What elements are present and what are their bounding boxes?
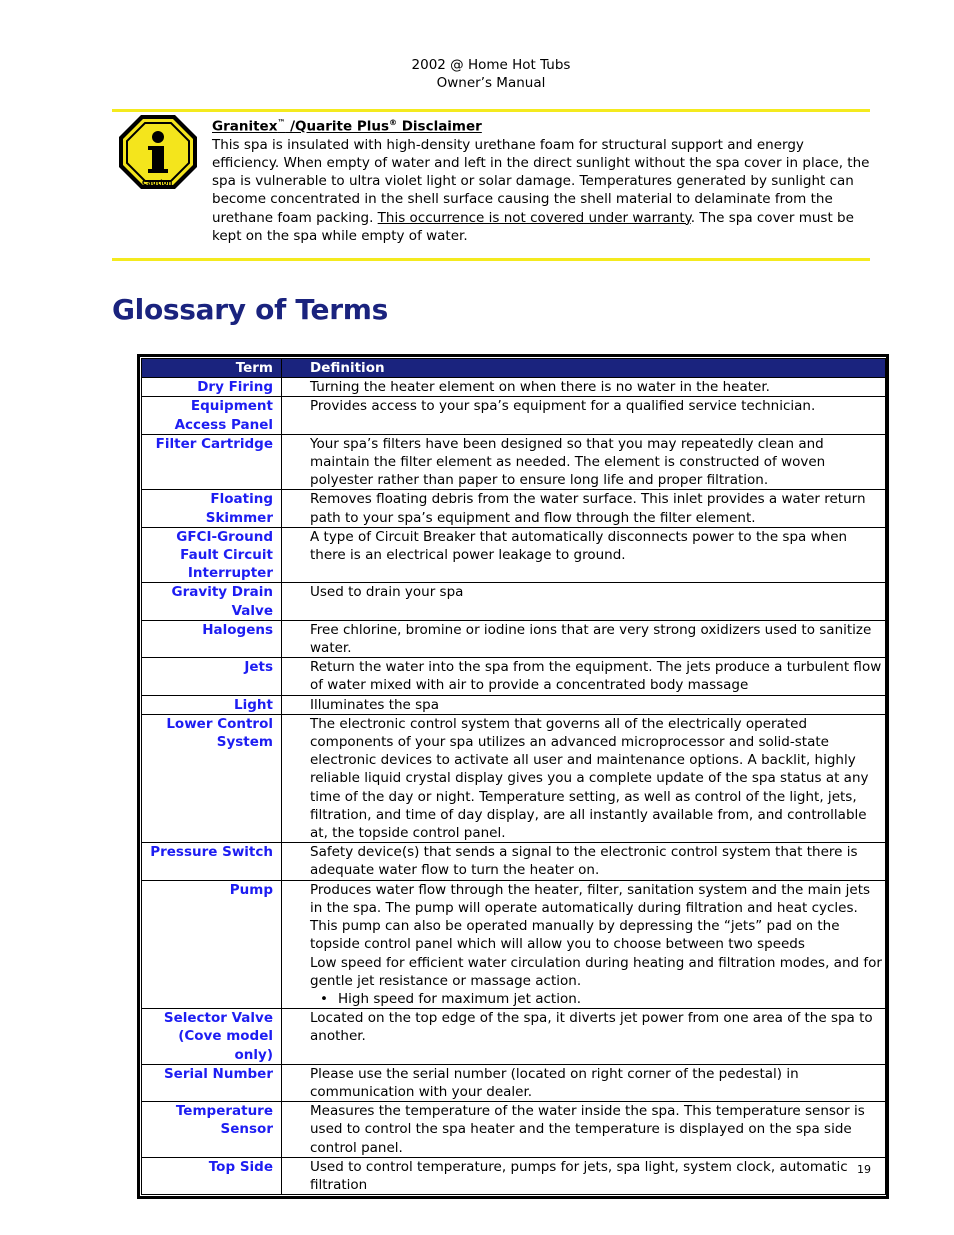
glossary-definition: Located on the top edge of the spa, it diverts jet power from one area of the spa to another.	[282, 1009, 886, 1065]
table-row	[142, 658, 886, 695]
glossary-term: Filter Cartridge	[142, 434, 282, 490]
glossary-term: Jets	[142, 658, 282, 695]
page-number: 19	[857, 1163, 871, 1176]
glossary-term: Temperature Sensor	[142, 1102, 282, 1158]
glossary-table	[137, 354, 889, 1199]
glossary-term: Pressure Switch	[142, 843, 282, 880]
glossary-definition: Return the water into the spa from the equipment. The jets produce a turbulent flow of water mixed with air to provide a concentrated body massage	[282, 658, 886, 695]
table-row	[142, 378, 886, 397]
glossary-definition: Free chlorine, bromine or iodine ions that are very strong oxidizers used to sanitize water.	[282, 620, 886, 657]
glossary-definition: Your spa’s filters have been designed so that you may repeatedly clean and maintain the filter element as needed. The element is constructed of woven polyester rather than paper to ensure long life and proper filtration.	[282, 434, 886, 490]
table-row	[142, 620, 886, 657]
table-row	[142, 1009, 886, 1065]
glossary-term: GFCI-Ground Fault Circuit Interrupter	[142, 527, 282, 583]
disclaimer-body: This spa is insulated with high-density urethane foam for structural support and energy efficiency. When empty of water and left in the direct sunlight without the spa cover in place, the spa is vulnerable to ultra violet light or solar damage. Temperatures generated by sunlight can become concentrated in the shell surface causing the shell material to delaminate from the urethane foam packing. This occurrence is not covered under warranty. The spa cover must be kept on the spa while empty of water.	[212, 136, 870, 244]
column-header-definition: Definition	[282, 359, 886, 378]
table-row	[142, 490, 886, 527]
definition-extra: Low speed for efficient water circulation during heating and filtration modes, and for gentle jet resistance or massage action.	[310, 954, 882, 989]
glossary-definition: Removes floating debris from the water surface. This inlet provides a water return path to your spa’s equipment and flow through the filter element.	[282, 490, 886, 527]
table-header-row	[142, 359, 886, 378]
glossary-term: Floating Skimmer	[142, 490, 282, 527]
glossary-term: Halogens	[142, 620, 282, 657]
glossary-term: Pump	[142, 880, 282, 1008]
glossary-term: Light	[142, 695, 282, 714]
glossary-term: Equipment Access Panel	[142, 397, 282, 434]
table-row	[142, 434, 886, 490]
warranty-notice: This occurrence is not covered under warranty	[377, 209, 691, 226]
table-row	[142, 527, 886, 583]
glossary-definition: A type of Circuit Breaker that automatically disconnects power to the spa when there is an electrical power leakage to ground.	[282, 527, 886, 583]
glossary-term: Dry Firing	[142, 378, 282, 397]
glossary-definition: Safety device(s) that sends a signal to the electronic control system that there is adequate water flow to turn the heater on.	[282, 843, 886, 880]
table-row	[142, 880, 886, 1008]
glossary-definition: Produces water flow through the heater, filter, sanitation system and the main jets in the spa. The pump will operate automatically during filtration and heat cycles. This pump can also be operated manually by depressing the “jets” pad on the topside control panel which will allow you to choose between two speeds Low speed for efficient water circulation during heating and filtration modes, and for gentle jet resistance or massage action. • High speed for maximum jet action.	[282, 880, 886, 1008]
glossary-definition: Provides access to your spa’s equipment for a qualified service technician.	[282, 397, 886, 434]
glossary-definition: Used to control temperature, pumps for jets, spa light, system clock, automatic filtration	[282, 1157, 886, 1194]
table-row	[142, 583, 886, 620]
glossary-definition: Turning the heater element on when there is no water in the heater.	[282, 378, 886, 397]
page-title: Glossary of Terms	[112, 293, 388, 326]
glossary-term: Lower Control System	[142, 714, 282, 842]
glossary-term: Selector Valve (Cove model only)	[142, 1009, 282, 1065]
table-row	[142, 695, 886, 714]
table-row	[142, 1064, 886, 1101]
definition-bullet: • High speed for maximum jet action.	[310, 990, 882, 1008]
glossary-term: Gravity Drain Valve	[142, 583, 282, 620]
glossary-definition: Illuminates the spa	[282, 695, 886, 714]
glossary-definition: Used to drain your spa	[282, 583, 886, 620]
table-row	[142, 1157, 886, 1194]
disclaimer-title: Granitex™ /Quarite Plus® Disclaimer	[212, 118, 482, 135]
glossary-definition: The electronic control system that governs all of the electrically operated components of your spa utilizes an advanced microprocessor and solid-state electronic devices to activate all user and maintenance options. A backlit, highly reliable liquid crystal display gives you a complete update of the spa status at any time of the day or night. Temperature setting, as well as control of the light, jets, filtration, and time of day display, are all instantly available from, and controllable at, the topside control panel.	[282, 714, 886, 842]
header-line-1: 2002 @ Home Hot Tubs	[411, 57, 571, 73]
table-row	[142, 397, 886, 434]
header-line-2: Owner’s Manual	[436, 75, 546, 91]
disclaimer-block	[212, 114, 872, 245]
table-row	[142, 714, 886, 842]
table-row	[142, 1102, 886, 1158]
bottom-divider	[112, 258, 870, 261]
glossary-definition: Measures the temperature of the water inside the spa. This temperature sensor is used to control the spa heater and the temperature is displayed on the spa side control panel.	[282, 1102, 886, 1158]
column-header-term: Term	[142, 359, 282, 378]
page-header	[0, 56, 954, 92]
caution-label: Caution	[142, 179, 173, 187]
glossary-definition: Please use the serial number (located on right corner of the pedestal) in communication with your dealer.	[282, 1064, 886, 1101]
glossary-term: Serial Number	[142, 1064, 282, 1101]
table-row	[142, 843, 886, 880]
glossary-term: Top Side	[142, 1157, 282, 1194]
top-divider	[112, 109, 870, 112]
